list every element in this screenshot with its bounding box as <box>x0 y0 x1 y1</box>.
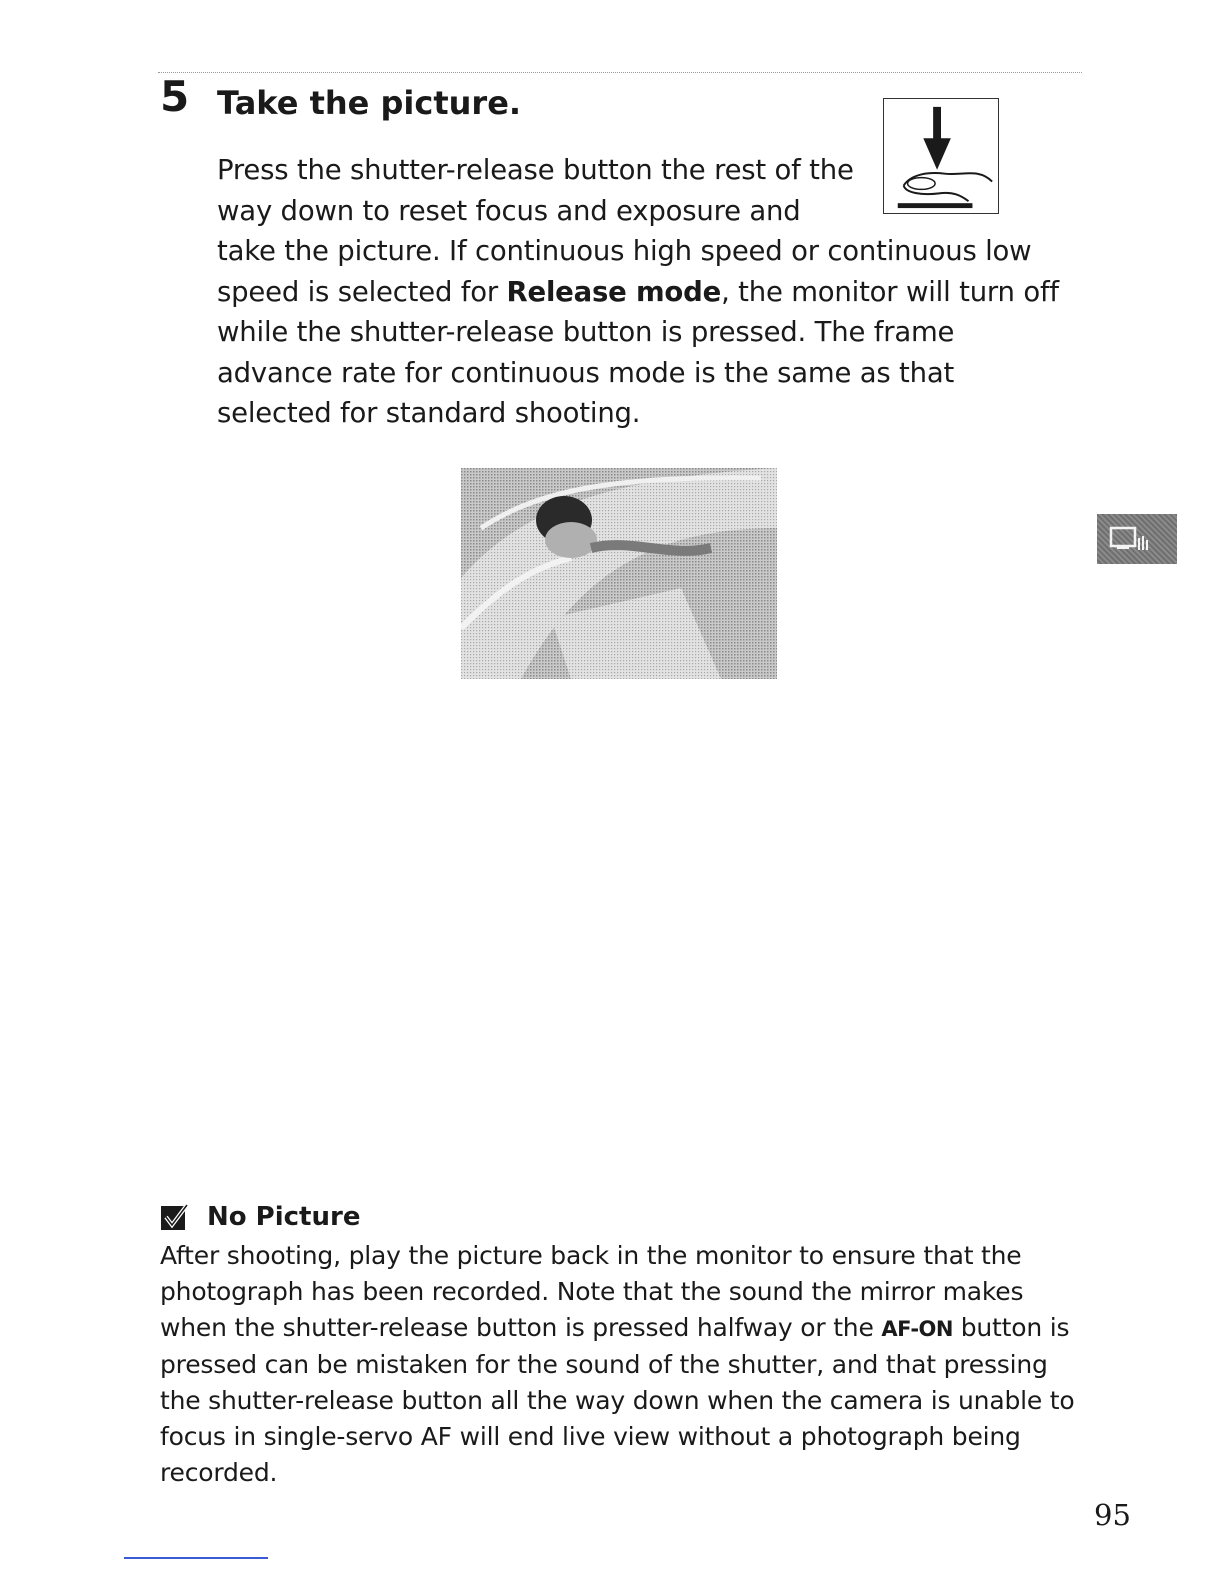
note-title: No Picture <box>207 1202 361 1232</box>
note-body <box>160 1238 1080 1491</box>
page-number: 95 <box>1094 1498 1131 1532</box>
step-body-text-2: , the monitor will turn off while the shutter-release button is pressed. The frame advance rate for continuous mode is the same as that selected for standard shooting. <box>217 275 1059 429</box>
step-number: 5 <box>160 72 190 121</box>
live-view-tab <box>1097 514 1177 564</box>
note-body-text-2: button is pressed can be mistaken for the sound of the shutter, and that pressing the shutter-release button all the way down when the camera is unable to focus in single-servo AF will end live view without a photograph being recorded. <box>160 1313 1075 1487</box>
step-body-text-1: Press the shutter-release button the rest of the way down to reset focus and exposure and take the picture. If continuous high speed or continuous low speed is selected for <box>217 154 1032 308</box>
bottom-rule <box>124 1557 268 1559</box>
check-note-icon <box>160 1203 190 1233</box>
step-title: Take the picture. <box>217 84 522 122</box>
af-on-button-label: AF-ON <box>881 1317 953 1341</box>
release-mode-label: Release mode <box>506 275 722 308</box>
live-view-icon <box>1107 524 1151 556</box>
step-body <box>217 150 1077 434</box>
top-rule <box>158 72 1082 73</box>
example-photo <box>461 468 777 679</box>
shutter-press-illustration <box>883 98 999 214</box>
finger-press-icon <box>884 99 998 213</box>
note-body-text-1: After shooting, play the picture back in the monitor to ensure that the photograph has been recorded. Note that the sound the mirror makes when the shutter-release button is pressed halfway or the <box>160 1241 1024 1342</box>
